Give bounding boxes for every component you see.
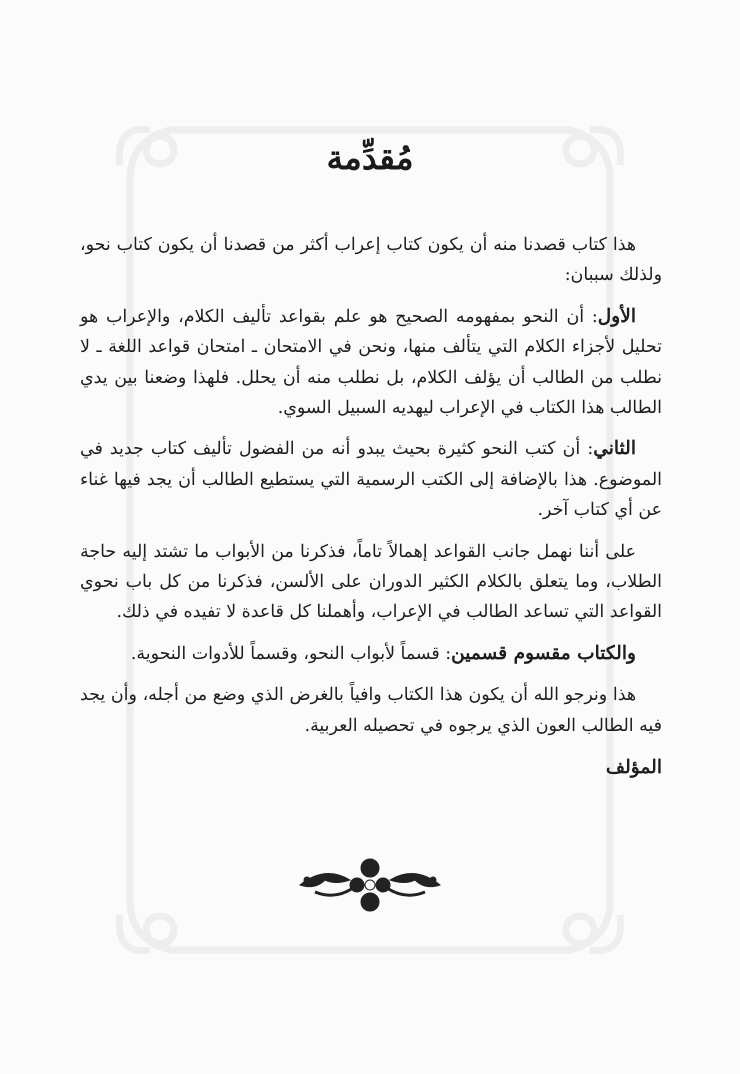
paragraph-lead: الثاني [593,438,636,460]
paragraph-text: على أننا نهمل جانب القواعد إهمالاً تاماً، فذكرنا من الأبواب ما تشتد إليه حاجة الطلاب، وما يتعلق بالكلام الكثير الدوران على الألسن، فذكرنا من كل باب نحوي القواعد التي تساعد الطالب في الإعراب، وأهملنا كل قاعدة لا تفيده في ذلك. [80,541,662,623]
paragraph-lead: والكتاب مقسوم قسمين [451,642,636,664]
paragraph-text: هذا كتاب قصدنا منه أن يكون كتاب إعراب أكثر من قصدنا أن يكون كتاب نحو، ولذلك سببان: [80,235,662,286]
paragraph-6 [80,680,662,741]
introduction-text [80,230,662,784]
paragraph-text: : أن النحو بمفهومه الصحيح هو علم بقواعد تأليف الكلام، والإعراب هو تحليل لأجزاء الكلام التي يتألف منها، ونحن في الامتحان ـ امتحان قواعد اللغة ـ لا نطلب من الطالب أن يؤلف الكلام، بل نطلب منه أن يحلل. فلهذا وضعنا بين يدي الطالب هذا الكتاب في الإعراب ليهديه السبيل السوي. [80,306,662,419]
paragraph-text: هذا ونرجو الله أن يكون هذا الكتاب وافياً بالغرض الذي وضع من أجله، وأن يجد فيه الطالب العون الذي يرجوه في تحصيله العربية. [80,685,662,736]
page-title: مُقدِّمة [326,138,414,177]
paragraph-lead: الأول [597,305,636,327]
paragraph-text: : أن كتب النحو كثيرة بحيث يبدو أنه من الفضول تأليف كتاب جديد في الموضوع. هذا بالإضافة إلى الكتب الرسمية التي يستطيع الطالب أن يجد فيها غناء عن أي كتاب آخر. [80,439,662,521]
paragraph-1 [80,230,662,291]
paragraph-5 [80,639,662,669]
paragraph-4 [80,537,662,628]
floral-ornament-icon [295,850,445,920]
paragraph-text: : قسماً لأبواب النحو، وقسماً للأدوات النحوية. [130,643,452,664]
author-signature: المؤلف [605,757,662,779]
paragraph-3 [80,434,662,525]
paragraph-2 [80,302,662,424]
